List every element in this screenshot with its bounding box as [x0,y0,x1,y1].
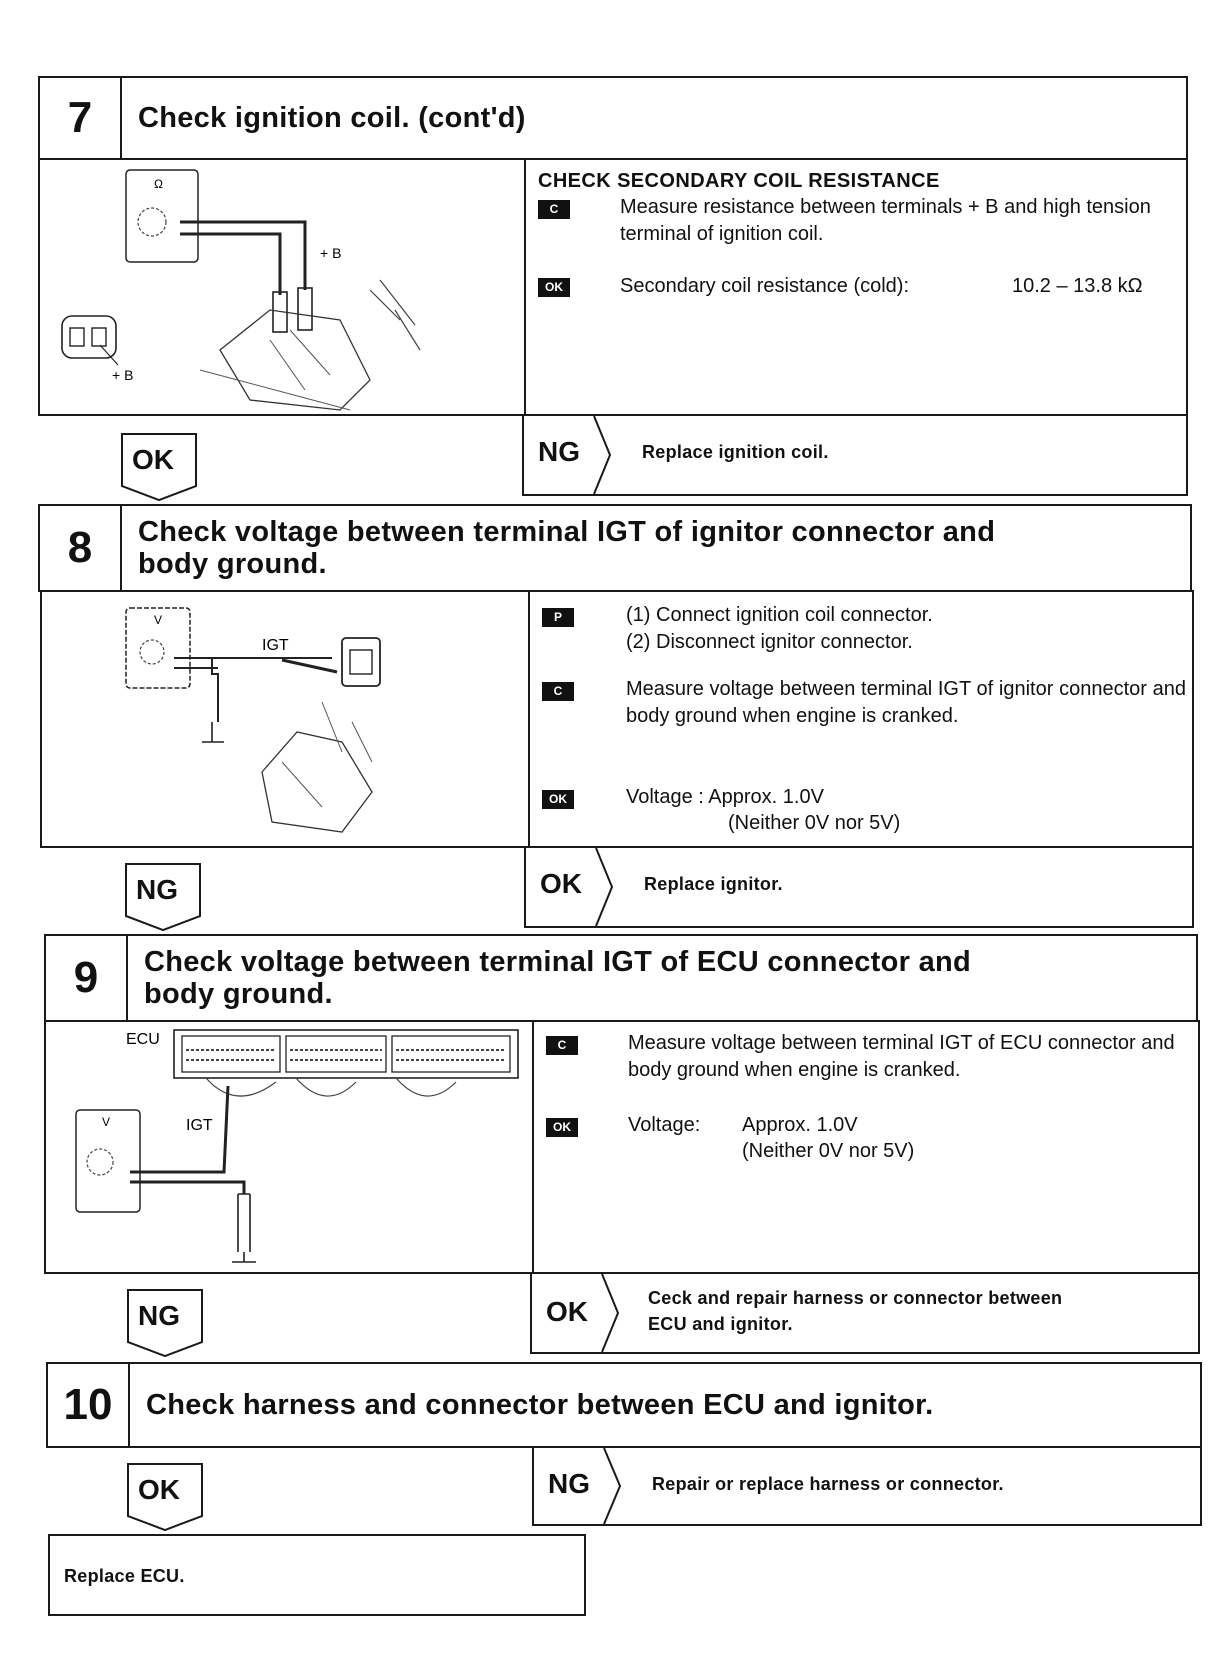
step-10-down-ok-tag: OK [126,1462,204,1532]
step-8-illustration [42,592,530,846]
step-8-body [40,590,1194,848]
step-7-ok-text: Secondary coil resistance (cold): [620,275,910,297]
step-8-header [38,504,1192,592]
ecu-connector-diagram-icon [46,1022,528,1272]
svg-text:Ω: Ω [154,177,163,191]
step-10-header [46,1362,1202,1448]
svg-text:+ B: + B [112,367,134,383]
svg-text:V: V [102,1115,111,1129]
step-9-illustration [46,1022,534,1272]
step-9-down-ng-tag: NG [126,1288,204,1358]
step-8-prep-badge: P [542,608,574,627]
step-9-instructions: C Measure voltage between terminal IGT of ECU connector and body ground when engine is cranked. OK Voltage: Approx. 1.0V (Neither 0V nor 5V) [534,1022,1198,1272]
step-10-ng-result: NG Repair or replace harness or connector. [532,1446,1202,1526]
svg-text:ECU: ECU [126,1031,160,1048]
step-7-header [38,76,1188,160]
step-9-body [44,1020,1200,1274]
step-7-down-ok-tag: OK [120,432,198,502]
step-7-illustration [40,160,526,414]
step-8-number: 8 [40,506,122,590]
ohmmeter-diagram-icon [40,160,520,414]
step-9-number: 9 [46,936,128,1020]
step-9-ok-result: OK Ceck and repair harness or connector between ECU and ignitor. [530,1272,1200,1354]
step-10-number: 10 [48,1364,130,1446]
final-action-text: Replace ECU. [64,1566,185,1586]
voltmeter-diagram-icon [42,592,524,846]
step-9-header [44,934,1198,1022]
step-9-check-badge: C [546,1036,578,1055]
step-9-title: Check voltage between terminal IGT of ECU connector and body ground. [144,946,972,1010]
svg-text:IGT: IGT [262,637,289,654]
step-10-title: Check harness and connector between ECU and ignitor. [146,1389,934,1421]
step-7-ok-value: 10.2 – 13.8 kΩ [1012,275,1143,297]
step-7-number: 7 [40,78,122,158]
step-7-instructions [526,160,1186,414]
step-8-check-badge: C [542,682,574,701]
step-7-ok-badge: OK [538,278,570,297]
step-8-ok-result: OK Replace ignitor. [524,846,1194,928]
step-9-ok-badge: OK [546,1118,578,1137]
step-7-title: Check ignition coil. (cont'd) [138,102,526,134]
svg-text:V: V [154,613,163,627]
step-8-title: Check voltage between terminal IGT of ignitor connector and body ground. [138,516,996,580]
step-7-body [38,158,1188,416]
final-action-box [48,1534,586,1616]
step-7-ng-result: NG Replace ignition coil. [522,414,1188,496]
step-7-subheading: CHECK SECONDARY COIL RESISTANCE [538,170,940,192]
step-7-check-text: Measure resistance between terminals + B and high tension terminal of ignition coil. [620,196,1151,245]
step-7-check-badge: C [538,200,570,219]
step-8-ok-badge: OK [542,790,574,809]
svg-text:+ B: + B [320,245,342,261]
step-8-instructions: P (1) Connect ignition coil connector. (2) Disconnect ignitor connector. C Measure voltage between terminal IGT of ignitor connector and body ground when engine is cranked. OK Voltage : Approx. 1.0V (Neither 0V nor 5V) [530,592,1192,846]
step-8-down-ng-tag: NG [124,862,202,932]
svg-text:IGT: IGT [186,1117,213,1134]
